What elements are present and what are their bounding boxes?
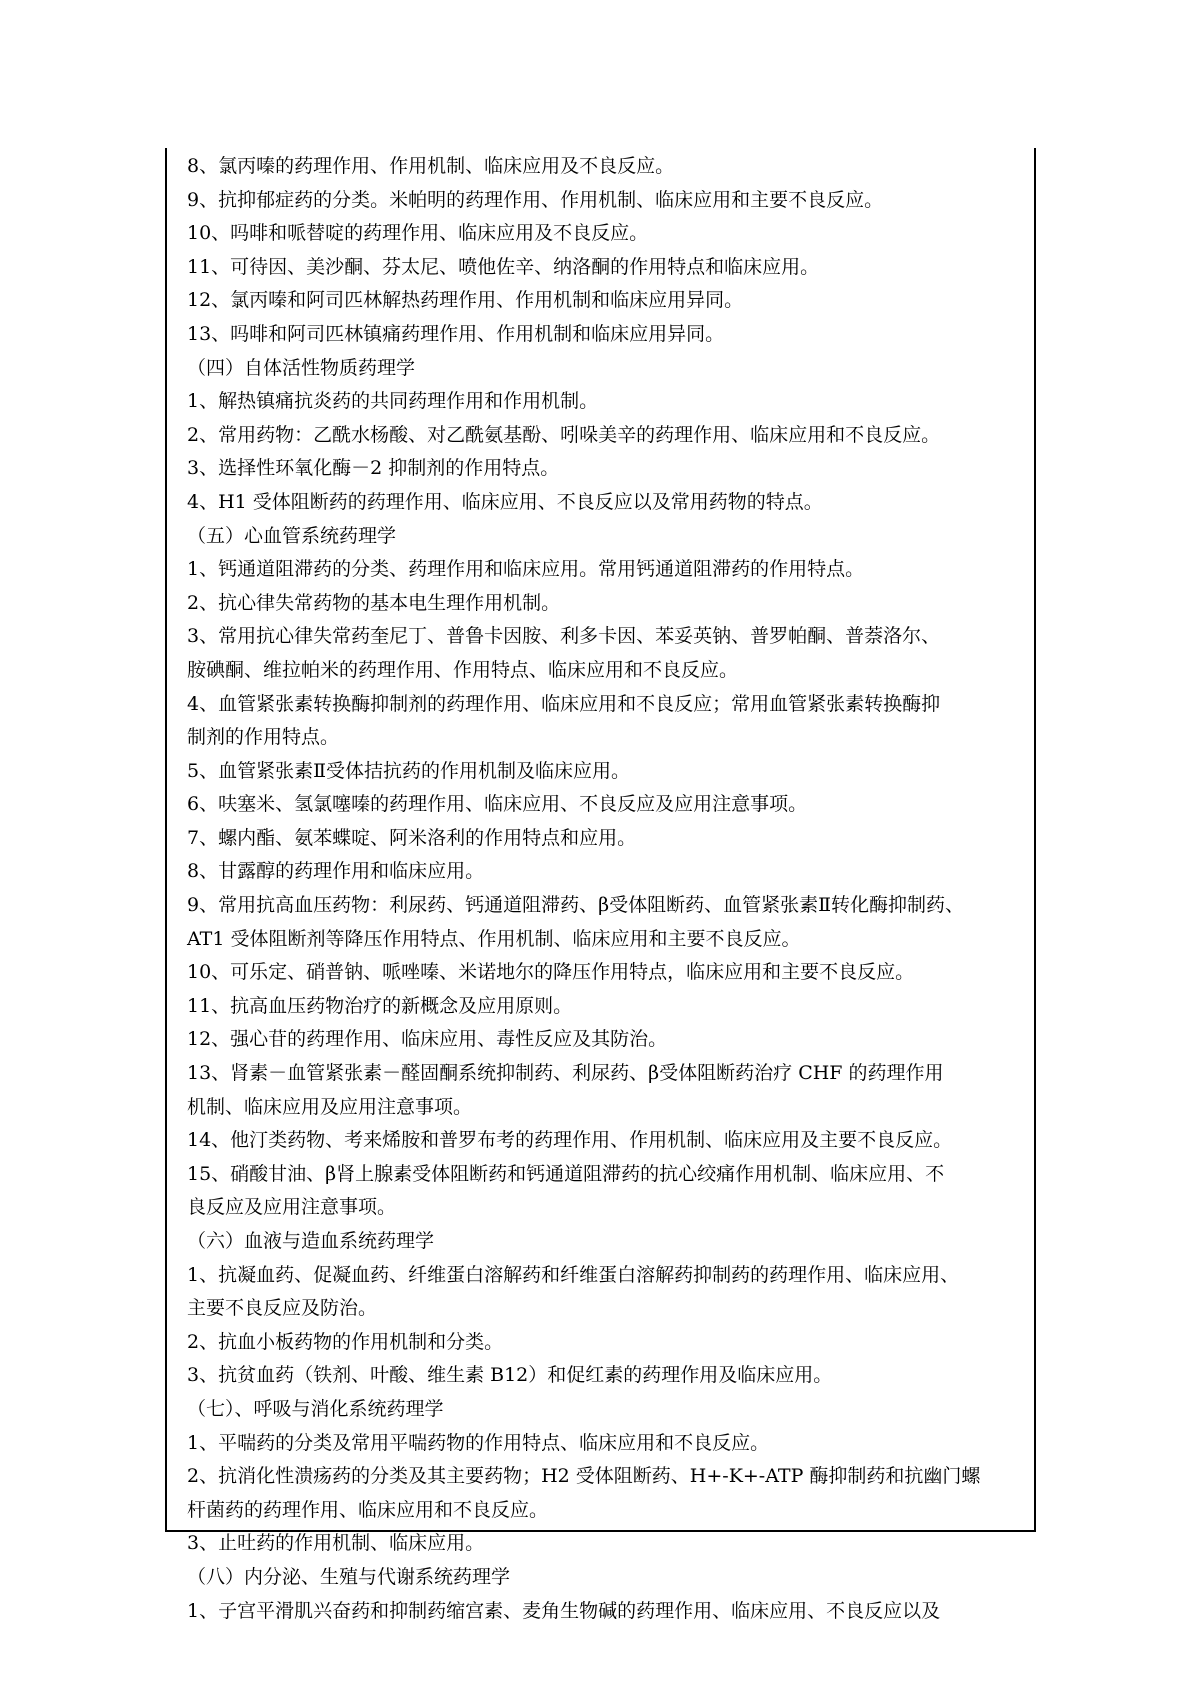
- text-line: 12、强心苷的药理作用、临床应用、毒性反应及其防治。: [187, 1028, 668, 1051]
- text-line: 13、肾素－血管紧张素－醛固酮系统抑制药、利尿药、β受体阻断药治疗 CHF 的药理作用: [187, 1062, 944, 1085]
- text-line: 8、甘露醇的药理作用和临床应用。: [187, 860, 485, 883]
- text-line: 3、止吐药的作用机制、临床应用。: [187, 1532, 485, 1555]
- section-heading: （五）心血管系统药理学: [187, 524, 397, 547]
- text-line: 3、选择性环氧化酶－2 抑制剂的作用特点。: [187, 457, 560, 480]
- text-line: 7、螺内酯、氨苯蝶啶、阿米洛利的作用特点和应用。: [187, 826, 637, 849]
- text-line: 8、氯丙嗪的药理作用、作用机制、临床应用及不良反应。: [187, 155, 675, 177]
- text-line: 良反应及应用注意事项。: [187, 1196, 397, 1219]
- text-line: 1、平喘药的分类及常用平喘药物的作用特点、临床应用和不良反应。: [187, 1431, 770, 1454]
- text-line: 12、氯丙嗪和阿司匹林解热药理作用、作用机制和临床应用异同。: [187, 289, 744, 312]
- section-heading: （七）、呼吸与消化系统药理学: [187, 1397, 444, 1420]
- text-line: 胺碘酮、维拉帕米的药理作用、作用特点、临床应用和不良反应。: [187, 658, 739, 681]
- text-line: 机制、临床应用及应用注意事项。: [187, 1095, 473, 1118]
- section-heading: （八）内分泌、生殖与代谢系统药理学: [187, 1565, 511, 1588]
- document-body: [187, 150, 1027, 1628]
- section-heading: （四）自体活性物质药理学: [187, 356, 416, 379]
- text-line: 3、常用抗心律失常药奎尼丁、普鲁卡因胺、利多卡因、苯妥英钠、普罗帕酮、普萘洛尔、: [187, 625, 941, 648]
- text-line: 4、H1 受体阻断药的药理作用、临床应用、不良反应以及常用药物的特点。: [187, 490, 823, 513]
- text-line: 2、抗血小板药物的作用机制和分类。: [187, 1330, 504, 1353]
- text-line: 10、吗啡和哌替啶的药理作用、临床应用及不良反应。: [187, 222, 649, 245]
- text-line: 15、硝酸甘油、β肾上腺素受体阻断药和钙通道阻滞药的抗心绞痛作用机制、临床应用、不: [187, 1162, 945, 1185]
- text-line: 13、吗啡和阿司匹林镇痛药理作用、作用机制和临床应用异同。: [187, 322, 725, 345]
- text-line: 1、钙通道阻滞药的分类、药理作用和临床应用。常用钙通道阻滞药的作用特点。: [187, 558, 865, 581]
- text-line: 9、常用抗高血压药物：利尿药、钙通道阻滞药、β受体阻断药、血管紧张素Ⅱ转化酶抑制药、: [187, 894, 964, 917]
- section-heading: （六）血液与造血系统药理学: [187, 1230, 435, 1252]
- text-line: 10、可乐定、硝普钠、哌唑嗪、米诺地尔的降压作用特点，临床应用和主要不良反应。: [187, 961, 915, 984]
- text-line: 主要不良反应及防治。: [187, 1297, 378, 1320]
- text-line: AT1 受体阻断剂等降压作用特点、作用机制、临床应用和主要不良反应。: [187, 927, 801, 950]
- text-line: 2、常用药物：乙酰水杨酸、对乙酰氨基酚、吲哚美辛的药理作用、临床应用和不良反应。: [187, 423, 941, 446]
- text-line: 6、呋塞米、氢氯噻嗪的药理作用、临床应用、不良反应及应用注意事项。: [187, 793, 808, 816]
- text-line: 3、抗贫血药（铁剂、叶酸、维生素 B12）和促红素的药理作用及临床应用。: [187, 1364, 833, 1387]
- text-line: 制剂的作用特点。: [187, 726, 340, 749]
- text-line: 4、血管紧张素转换酶抑制剂的药理作用、临床应用和不良反应；常用血管紧张素转换酶抑: [187, 692, 941, 715]
- text-line: 11、可待因、美沙酮、芬太尼、喷他佐辛、纳洛酮的作用特点和临床应用。: [187, 255, 820, 278]
- text-line: 5、血管紧张素Ⅱ受体拮抗药的作用机制及临床应用。: [187, 759, 631, 782]
- text-line: 杆菌药的药理作用、临床应用和不良反应。: [187, 1498, 549, 1521]
- text-line: 14、他汀类药物、考来烯胺和普罗布考的药理作用、作用机制、临床应用及主要不良反应。: [187, 1129, 953, 1152]
- text-line: 9、抗抑郁症药的分类。米帕明的药理作用、作用机制、临床应用和主要不良反应。: [187, 188, 884, 211]
- text-line: 2、抗心律失常药物的基本电生理作用机制。: [187, 591, 561, 614]
- text-line: 1、抗凝血药、促凝血药、纤维蛋白溶解药和纤维蛋白溶解药抑制药的药理作用、临床应用、: [187, 1263, 960, 1286]
- text-line: 1、子宫平滑肌兴奋药和抑制药缩宫素、麦角生物碱的药理作用、临床应用、不良反应以及: [187, 1599, 941, 1622]
- text-line: 11、抗高血压药物治疗的新概念及应用原则。: [187, 994, 573, 1017]
- text-line: 1、解热镇痛抗炎药的共同药理作用和作用机制。: [187, 390, 599, 413]
- text-line: 2、抗消化性溃疡药的分类及其主要药物；H2 受体阻断药、H+-K+-ATP 酶抑制药和抗幽门螺: [187, 1465, 981, 1488]
